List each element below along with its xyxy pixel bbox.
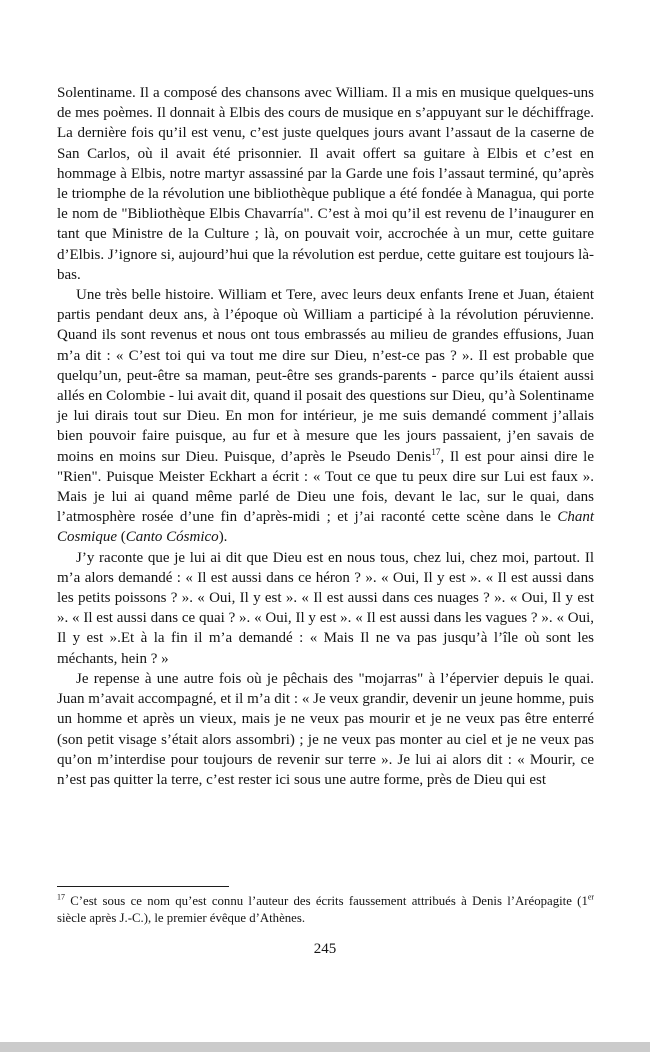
footnote-separator <box>57 886 229 887</box>
scan-edge <box>0 1042 650 1052</box>
text-segment: siècle après J.-C.), le premier évêque d’Athènes. <box>57 910 306 925</box>
text-segment: J’y raconte que je lui ai dit que Dieu est en nous tous, chez lui, chez moi, partout. Il m’a alors demandé : « Il est aussi dans ce héron ? ». « Oui, Il y est ». « Il est aussi dans les petits poissons ? ». « Oui, Il y est ». « Il est aussi dans ces nuages ? ». « Oui, Il y est ». « Il est aussi dans ce quai ? ». « Oui, Il y est ». « Il est aussi dans les vagues ? ». « Oui, Il y est ».Et à la fin il m’a demandé : « Mais Il ne va pas jusqu’à l’île où sont les méchants, hein ? » <box>57 549 594 667</box>
text-segment: Chant Cosmique <box>57 509 594 546</box>
text-block <box>57 83 594 790</box>
paragraph <box>57 548 594 669</box>
paragraph <box>57 83 594 285</box>
footnote-marker: er <box>587 892 594 902</box>
text-segment: C’est sous ce nom qu’est connu l’auteur des écrits faussement attribués à Denis l’Aréopagite (1 <box>64 894 588 908</box>
text-segment: Canto Cósmico <box>125 529 219 546</box>
text-segment: ). <box>218 529 228 546</box>
paragraph <box>57 669 594 790</box>
text-segment: , Il est pour ainsi dire le "Rien". Puisque Meister Eckhart a écrit : « Tout ce que tu peux dire sur Lui est faux ». Mais je lui ai quand même parlé de Dieu une fois, devant le lac, sur le quai, dans l’atmosphère rosée d’une fin d’après-midi ; et j’ai raconté cette scène dans le <box>57 448 594 526</box>
paragraph <box>57 285 594 548</box>
footnote <box>57 893 594 927</box>
footnote-marker: 17 <box>57 892 65 902</box>
text-segment: Une très belle histoire. William et Tere, avec leurs deux enfants Irene et Juan, étaient partis pendant deux ans, à l’époque où William a participé à la révolution péruvienne. Quand ils sont revenus et nous ont tous embrassés au milieu de grandes effusions, Juan m’a dit : « C’est toi qui va tout me dire sur Dieu, n’est-ce pas ? ». Il est probable que quelqu’un, peut-être sa maman, peut-être ses grands-parents - parce qu’ils étaient aussi allés en Colombie - lui avait dit, quand il posait des questions sur Dieu, qu’à Solentiname je lui dirais tout sur Dieu. En mon for intérieur, je me suis demandé comment j’allais bien pouvoir faire puisque, au fur et à mesure que les jours passaient, j’en savais de moins en moins sur Dieu. Puisque, d’après le Pseudo Denis <box>57 287 594 465</box>
text-segment: Je repense à une autre fois où je pêchais des "mojarras" à l’épervier depuis le quai. Juan m’avait accompagné, et il m’a dit : « Je veux grandir, devenir un jeune homme, puis un homme et après un vieux, mais je ne veux pas mourir et je ne veux pas être enterré (son petit visage s’était alors assombri) ; je ne veux pas monter au ciel et je ne veux pas qu’on m’interdise pour toujours de revenir sur terre ». Je lui ai alors dit : « Mourir, ce n’est pas quitter la terre, c’est rester ici sous une autre forme, près de Dieu qui est <box>57 670 594 788</box>
page-number: 245 <box>313 941 337 957</box>
text-segment: Solentiname. Il a composé des chansons avec William. Il a mis en musique quelques-uns de mes poèmes. Il donnait à Elbis des cours de musique en s’appuyant sur le déchiffrage. La dernière fois qu’il est venu, c’est juste quelques jours avant l’assaut de la caserne de San Carlos, où il avait été prisonnier. Il avait offert sa guitare à Elbis et c’est en hommage à Elbis, notre martyr assassiné par la Garde une fois l’assaut terminé, qu’après le triomphe de la révolution une bibliothèque publique a été fondée à Managua, qui porte le nom de "Bibliothèque Elbis Chavarría". C’est à moi qu’il est revenu de l’inaugurer en tant que Ministre de la Culture ; là, on pouvait voir, accrochée à un mur, cette guitare d’Elbis. J’ignore si, aujourd’hui que la révolution est perdue, cette guitare est toujours là-bas. <box>57 85 594 283</box>
text-segment: ( <box>117 529 126 546</box>
footnote-marker: 17 <box>431 447 441 458</box>
